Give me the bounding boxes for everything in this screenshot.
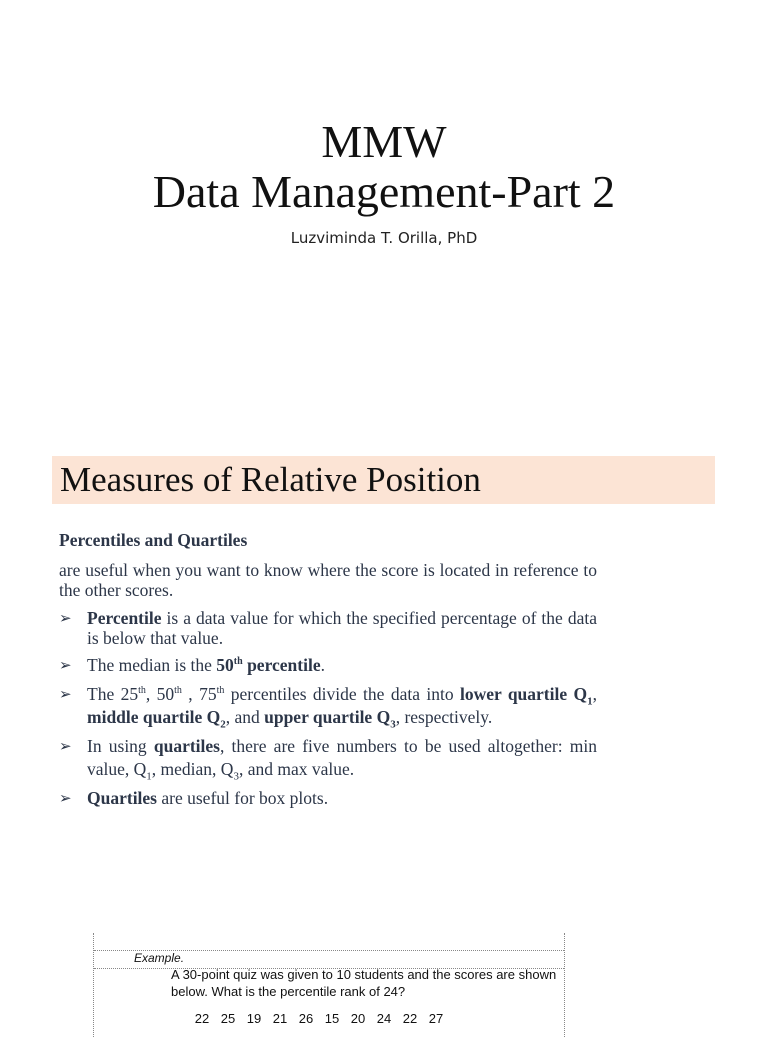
bullet-item: ➢ Quartiles are useful for box plots. (59, 788, 329, 808)
example-box (93, 933, 565, 1037)
slide-title-line2: Data Management-Part 2 (152, 166, 616, 217)
arrowhead-bullet-icon: ➢ (59, 737, 72, 755)
score-value: 22 (194, 1011, 210, 1026)
score-value: 19 (246, 1011, 262, 1026)
bullet-list (59, 608, 597, 816)
score-value: 27 (428, 1011, 444, 1026)
score-value: 25 (220, 1011, 236, 1026)
score-value: 21 (272, 1011, 288, 1026)
content-slide (0, 440, 768, 920)
example-question: A 30-point quiz was given to 10 students and the scores are shown below. What is the percentile rank of 24? (171, 967, 557, 999)
example-label: Example. (134, 951, 185, 965)
title-slide (0, 0, 768, 440)
subheading: Percentiles and Quartiles (59, 530, 248, 550)
author-name: Luzviminda T. Orilla, PhD (290, 229, 478, 247)
example-slide (0, 920, 768, 1024)
score-value: 22 (402, 1011, 418, 1026)
arrowhead-bullet-icon: ➢ (59, 609, 72, 627)
score-value: 15 (324, 1011, 340, 1026)
arrowhead-bullet-icon: ➢ (59, 656, 72, 674)
slide-heading: Measures of Relative Position (60, 460, 481, 499)
intro-text: are useful when you want to know where the score is located in reference to the other scores. (59, 560, 597, 600)
arrowhead-bullet-icon: ➢ (59, 685, 72, 703)
score-value: 24 (376, 1011, 392, 1026)
arrowhead-bullet-icon: ➢ (59, 789, 72, 807)
slide-title-line1: MMW (321, 116, 447, 167)
bullet-item: ➢ The median is the 50th percentile. (59, 655, 325, 675)
score-value: 26 (298, 1011, 314, 1026)
bullet-item: ➢ The 25th, 50th , 75th percentiles divide the data into lower quartile $Q_1$, middle quartile $Q_2$, and upper quartile $Q_3$, respectively. (59, 684, 597, 731)
bullet-item: ➢ Percentile is a data value for which the specified percentage of the data is below that value. (59, 608, 597, 648)
score-value: 20 (350, 1011, 366, 1026)
heading-bar (52, 456, 715, 504)
bullet-item: ➢ In using quartiles, there are five numbers to be used altogether: min value, $Q_1$, median, $Q_3$, and max value. (59, 736, 598, 783)
